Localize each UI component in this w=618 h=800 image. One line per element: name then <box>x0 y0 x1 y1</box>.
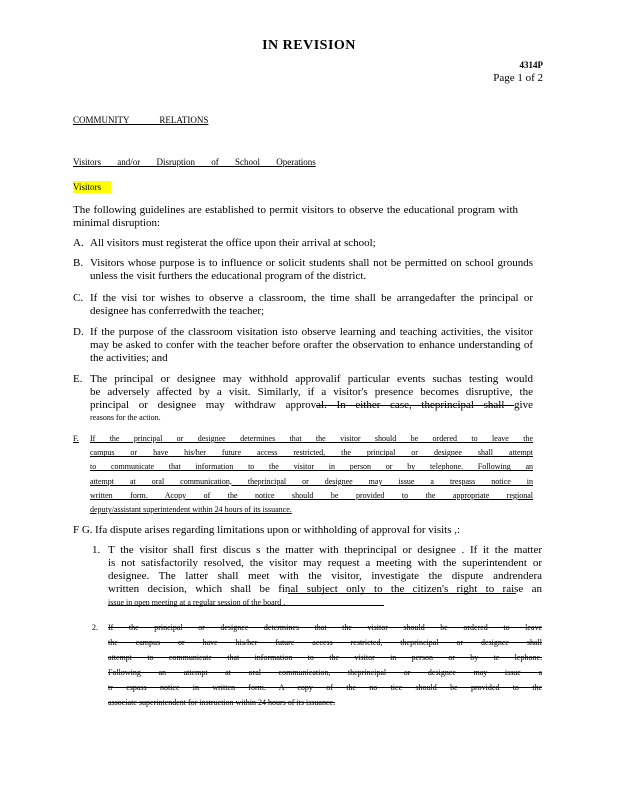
item-c: C. If the visi tor wishes to observe a classroom, the time shall be arrangedafter the principal or designee has conferredwith the teacher; <box>73 292 533 317</box>
strike-1b <box>108 605 384 606</box>
item-f: F. If the principal or designee determines that the visitor should be ordered to leave the campus or have his/her future access restricted, the principal or designee shall attempt to communicate that information to the visitor in person or by telephone. Following an attempt at oral communication, theprincipal or designee may issue a trespass notice in written form. Acopy of the notice should be provided to the appropriate regional deputy/assistant superintendent within 24 hours of its issuance. <box>73 434 533 515</box>
page-number: Page 1 of 2 <box>493 72 543 84</box>
subitem-1: 1. T the visitor shall first discus s the matter with theprincipal or designee . If it the matter is not satisfactorily resolved, the visitor may request a meeting with the superintendent or designee. The latter shall meet with the visitor, investigate the dispute andrendera written decision, which shall be final subject only to the citizen's right to raise an issue in open meeting at a regular session of the board . <box>92 544 542 607</box>
strike-e <box>316 405 514 406</box>
visitors-heading: Visitors <box>73 182 111 192</box>
policy-code: 4314P <box>519 60 543 70</box>
item-d: D. If the purpose of the classroom visitation isto observe learning and teaching activities, the visitor may be asked to confer with the teacher before orafter the observation to enhance understanding of the activities; and <box>73 326 533 364</box>
item-a: A. All visitors must registerat the office upon their arrival at school; <box>73 237 376 249</box>
item-g: F G. Ifa dispute arises regarding limitations upon or withholding of approval for visits ,: <box>73 524 461 536</box>
item-b: B. Visitors whose purpose is to influence or solicit students shall not be permitted on school grounds unless the visit furthers the educational program of the district. <box>73 257 533 282</box>
strike-1a <box>288 593 516 594</box>
item-e: E. The principal or designee may withhold approvalif particular events suchas testing would be adversely affected by a visit. Similarly, if a visitor's presence becomes disruptive, the principal or designee may withdraw approval. In either case, theprincipal shall give reasons for the action. <box>73 373 533 422</box>
revision-title: IN REVISION <box>262 38 356 53</box>
subject-title: Visitors and/or Disruption of School Operations <box>73 157 316 167</box>
intro-paragraph: The following guidelines are established to permit visitors to observe the educational program with minimal disruption: <box>73 204 518 229</box>
section-title: COMMUNITY RELATIONS <box>73 115 209 125</box>
subitem-2: 2. If the principal or designee determines that the visitor should be ordered to leave the campus or have his/her future access restricted, theprincipal or designee shall attempt to communicate that information to the visitor in person or by te lephone. Following an attempt at oral communication, theprincipal or designee may issue a tr espass notice in written form. A copy of the no tice should be provided to the associate superintendent for instruction within 24 hours of its issuance. <box>92 623 542 707</box>
